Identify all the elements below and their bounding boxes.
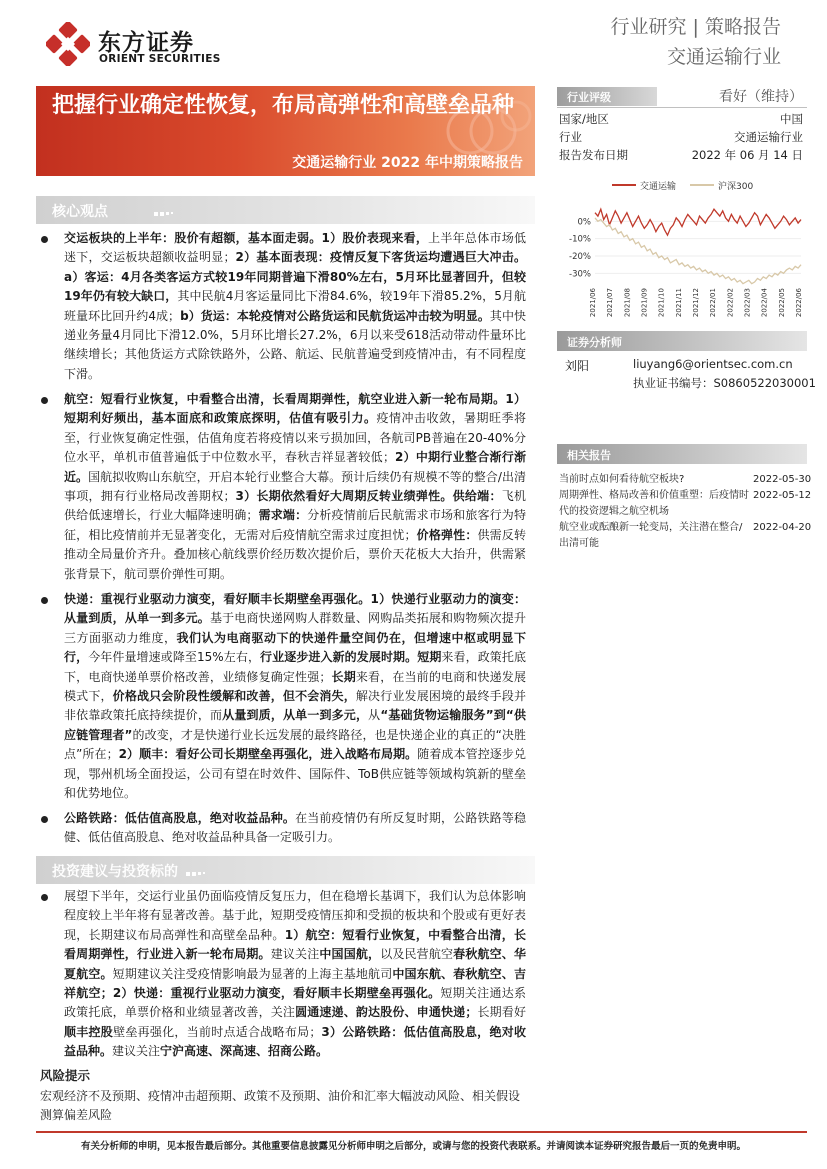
- bullet-icon: [41, 816, 48, 823]
- x-tick-label: 2022/06: [795, 288, 803, 318]
- x-tick-label: 2022/05: [777, 287, 786, 318]
- text-run: 3）长期依然看好大周期反转业绩弹性。供给端：: [235, 489, 502, 504]
- text-run: 以及民营航空: [380, 947, 454, 962]
- x-tick-label: 2022/02: [726, 287, 735, 318]
- x-tick-label: 2022/03: [743, 288, 752, 318]
- text-run: 长期: [331, 669, 356, 684]
- text-run: 其中民航4月客运量同比下滑84.6%，较19年下滑85.2%，5月航班量环比回升约4成；: [64, 289, 526, 323]
- text-run: 2）顺丰：看好公司长期壁垒再强化，进入战略布局期。: [118, 747, 418, 762]
- performance-chart-svg: [557, 172, 807, 322]
- para-transport-h1: [64, 229, 526, 384]
- series-line: [595, 209, 801, 235]
- company-logo: [46, 20, 246, 70]
- text-run: 短期关注通达系政策托底，单票价格和业绩显著改善，关注: [64, 986, 526, 1020]
- related-report-date: 2022-05-30: [753, 474, 812, 485]
- rating-label: 行业评级: [567, 91, 611, 104]
- text-run: 价格弹性：: [416, 527, 478, 542]
- bullet-icon: [41, 397, 48, 404]
- performance-chart: [557, 172, 807, 322]
- text-run: 供需反转推动全局量价齐升。叠加核心航线票价经历数次提价后，票价天花板大大抬升，供需紧张背景下，航司票价弹性可期。: [64, 527, 526, 581]
- rating-label-tag: [557, 87, 657, 106]
- text-run: 顺丰控股: [64, 1024, 114, 1039]
- bullet-icon: [41, 236, 48, 243]
- text-run: 上半年总体市场低迷下，交运板块超额收益明显；: [64, 231, 526, 265]
- info-value: 2022 年 06 月 14 日: [691, 148, 803, 162]
- x-tick-label: 2021/12: [692, 288, 700, 318]
- text-run: 公路铁路：低估值高股息，绝对收益品种。: [64, 811, 296, 825]
- x-tick-label: 2021/10: [657, 288, 666, 318]
- info-key: 国家/地区: [559, 112, 609, 126]
- text-run: 其中快递业务量4月同比下滑12.0%，5月环比增长27.2%，6月以来受618活动带动件量环比继续增长；其他货运方式除铁路外，公路、航运、民航普遍受到疫情冲击，有不同程度下滑。: [64, 308, 526, 381]
- text-run: 2）中期行业整合渐行渐近。: [64, 450, 526, 484]
- text-run: 长期看好: [477, 1005, 526, 1020]
- header-dots-icon: [186, 872, 226, 877]
- text-run: 分析疫情前后民航需求市场和旅客行为特征，相比疫情前并无显著变化，无需对后疫情航空需求过度担忧；: [64, 508, 526, 542]
- y-tick-label: -10%: [569, 234, 591, 245]
- info-row-industry: [557, 129, 807, 147]
- info-row-date: [557, 147, 807, 165]
- rating-value: 看好（维持）: [719, 89, 803, 105]
- text-run: 建议关注: [112, 1044, 161, 1059]
- text-run: 飞机供给低速增长，行业大幅降速明确；: [64, 489, 526, 523]
- text-run: 解决行业发展困境的最终手段并非依靠政策托底持续提价，而: [64, 689, 526, 723]
- text-run: “基础货物运输服务”到“供应链管理者”: [64, 708, 526, 742]
- para-express: [64, 590, 526, 803]
- text-run: 随着成本管控逐步兑现，鄂州机场全面投运，公司有望在时效件、国际件、ToB供应链等领域构筑新的壁垒和优势地位。: [64, 747, 526, 801]
- analyst-section-label: 证券分析师: [567, 336, 622, 349]
- text-run: 来看，政策托底下，电商快递单票价格改善，业绩修复确定性强；: [64, 650, 526, 684]
- info-key: 行业: [559, 130, 582, 144]
- x-tick-label: 2021/11: [674, 287, 683, 318]
- text-run: 中国国航，: [319, 947, 381, 962]
- text-run: 价格战只会阶段性缓解和改善，但不会消失，: [112, 689, 356, 704]
- analyst-name: 刘阳: [565, 359, 590, 373]
- investment-header: [36, 856, 535, 884]
- text-run: 来看，在当前的电商和快递发展模式下，: [64, 669, 526, 704]
- text-run: 2）基本面表现：疫情反复下客货运均遭遇巨大冲击。a）客运：4月各类客运方式较19年同期普遍下滑80%左右，5月环比显著回升，但较19年仍有较大缺口，: [64, 250, 526, 304]
- text-run: 快递：重视行业驱动力演变，看好顺丰长期壁垒再强化。1）快递行业驱动力的演变：从量到质，从单一到多元。: [64, 592, 526, 626]
- report-industry: 交通运输行业: [666, 46, 781, 68]
- y-tick-label: 0%: [577, 217, 591, 228]
- related-report-date: 2022-05-12: [753, 490, 812, 501]
- header-dots-icon: [154, 212, 194, 217]
- x-tick-label: 2021/09: [640, 288, 649, 318]
- text-run: 的改变，才是快递行业长远发展的最终路径，也是快递企业的真正的“决胜点”所在；: [64, 727, 526, 762]
- text-run: 航空：短看行业恢复，中看整合出清，长看周期弹性，航空业进入新一轮布局期。1）短期利好频出，基本面底和政策底探明，估值有吸引力。: [64, 392, 526, 426]
- related-section-header: [557, 444, 807, 464]
- legend-label: 沪深300: [718, 182, 754, 192]
- orient-securities-logo-icon: [46, 22, 90, 66]
- text-run: 壁垒再强化，当前时点适合战略布局；: [113, 1024, 322, 1039]
- x-tick-label: 2021/08: [623, 287, 632, 318]
- report-category: 行业研究 | 策略报告: [610, 16, 781, 38]
- footer-disclaimer: 有关分析师的申明，见本报告最后部分。其他重要信息披露见分析师申明之后部分，或请与您的投资代表联系。并请阅读本证券研究报告最后一页的免责申明。: [80, 1141, 746, 1152]
- text-run: 展望下半年，交运行业虽仍面临疫情反复压力，但在稳增长基调下，我们认为总体影响程度较上半年将有显著改善。基于此，短期受疫情压抑和受损的板块和个股或有更好表现，长期建议布局高弹性和高壁垒品种。: [64, 889, 526, 942]
- y-tick-label: -30%: [569, 269, 591, 280]
- text-run: 需求端：: [258, 508, 308, 523]
- info-row-region: [557, 111, 807, 129]
- text-run: 在当前疫情仍有所反复时期，公路铁路等稳健、低估值高股息、绝对收益品种具备一定吸引力。: [64, 811, 526, 845]
- risk-heading: 风险提示: [40, 1068, 91, 1083]
- core-views-title: 核心观点: [52, 204, 108, 220]
- text-run: 我们认为电商驱动下的快递件量空间仍在，但增速中枢或明显下行，: [64, 630, 526, 665]
- core-views-header: [36, 196, 535, 224]
- related-report-title[interactable]: 航空业或酝酿新一轮变局，关注潜在整合/出清可能: [559, 522, 743, 549]
- text-run: 国航拟收购山东航空，开启本轮行业整合大幕。预计后续仍有规模不等的整合/出清事项，拥有行业格局改善期权；: [64, 469, 526, 504]
- para-investment: [64, 887, 526, 1062]
- bullet-icon: [41, 894, 48, 901]
- text-run: 疫情冲击收敛，暑期旺季将至，行业恢复确定性强，估值角度若将疫情以来亏损加回，各航司PB普遍在20-40%分位水平，单机市值普遍低于中位数水平，春秋吉祥显著较低；: [64, 411, 526, 465]
- y-tick-label: -20%: [569, 252, 591, 262]
- brand-name-cn: 东方证券: [98, 30, 194, 56]
- text-run: 行业逐步进入新的发展时期。短期: [260, 650, 442, 665]
- footer-divider: [36, 1131, 807, 1133]
- x-tick-label: 2022/04: [760, 288, 769, 318]
- text-run: 圆通速递、韵达股份、申通快递；: [295, 1005, 478, 1020]
- x-tick-label: 2021/06: [589, 288, 597, 318]
- text-run: 1）航空：短看行业恢复，中看整合出清，长看周期弹性，行业进入新一轮布局期。: [64, 927, 526, 962]
- para-highway-rail: [64, 809, 526, 848]
- info-key: 报告发布日期: [559, 148, 628, 162]
- text-run: 2）快递：重视行业驱动力演变，看好顺丰长期壁垒再强化。: [112, 986, 441, 1001]
- text-run: 宁沪高速、深高速、招商公路。: [160, 1044, 329, 1059]
- report-subtitle: 交通运输行业 2022 年中期策略报告: [292, 155, 523, 171]
- analyst-cert: 执业证书编号：S0860522030001: [633, 376, 816, 390]
- info-value: 中国: [780, 112, 803, 126]
- related-report-date: 2022-04-20: [753, 522, 812, 533]
- related-report-title[interactable]: 当前时点如何看待航空板块?: [559, 474, 685, 485]
- text-run: 交运板块的上半年：股价有超额，基本面走弱。1）股价表现来看，: [64, 231, 429, 245]
- text-run: b）货运：本轮疫情对公路货运和民航货运冲击较为明显。: [180, 308, 490, 323]
- para-aviation: [64, 390, 526, 584]
- x-tick-label: 2022/01: [709, 288, 718, 318]
- legend-label: 交通运输: [640, 182, 677, 192]
- text-run: 3）公路铁路：低估值高股息，绝对收益品种。: [64, 1024, 526, 1059]
- text-run: 从量到质，从单一到多元，: [222, 708, 369, 723]
- related-report-title[interactable]: 周期弹性、格局改善和价值重塑：后疫情时代的投资逻辑之航空机场: [559, 490, 749, 517]
- text-run: 中国东航、春秋航空、吉祥航空；: [64, 966, 526, 1001]
- x-tick-label: 2021/07: [606, 288, 615, 318]
- text-run: 基于电商快递网购人群数量、网购品类拓展和购物频次提升三方面驱动力维度，: [64, 611, 526, 645]
- info-value: 交通运输行业: [734, 130, 803, 144]
- report-title: 把握行业确定性恢复，布局高弹性和高壁垒品种: [52, 93, 515, 118]
- text-run: 短期建议关注受疫情影响最为显著的上海主基地航司: [112, 966, 393, 981]
- text-run: 春秋航空、华夏航空。: [64, 947, 526, 981]
- brand-name-en: ORIENT SECURITIES: [99, 53, 221, 65]
- analyst-email[interactable]: liuyang6@orientsec.com.cn: [633, 357, 793, 371]
- text-run: 今年件量增速或降至15%左右，: [88, 650, 261, 665]
- related-section-label: 相关报告: [567, 449, 611, 462]
- industry-rating: [557, 86, 807, 108]
- text-run: 从: [368, 708, 381, 723]
- analyst-section-header: [557, 331, 807, 351]
- text-run: 建议关注: [270, 947, 320, 962]
- investment-title: 投资建议与投资标的: [52, 864, 178, 880]
- title-banner: [36, 86, 535, 176]
- risk-text: 宏观经济不及预期、疫情冲击超预期、政策不及预期、油价和汇率大幅波动风险、相关假设测算偏差风险: [40, 1089, 521, 1122]
- bullet-icon: [41, 597, 48, 604]
